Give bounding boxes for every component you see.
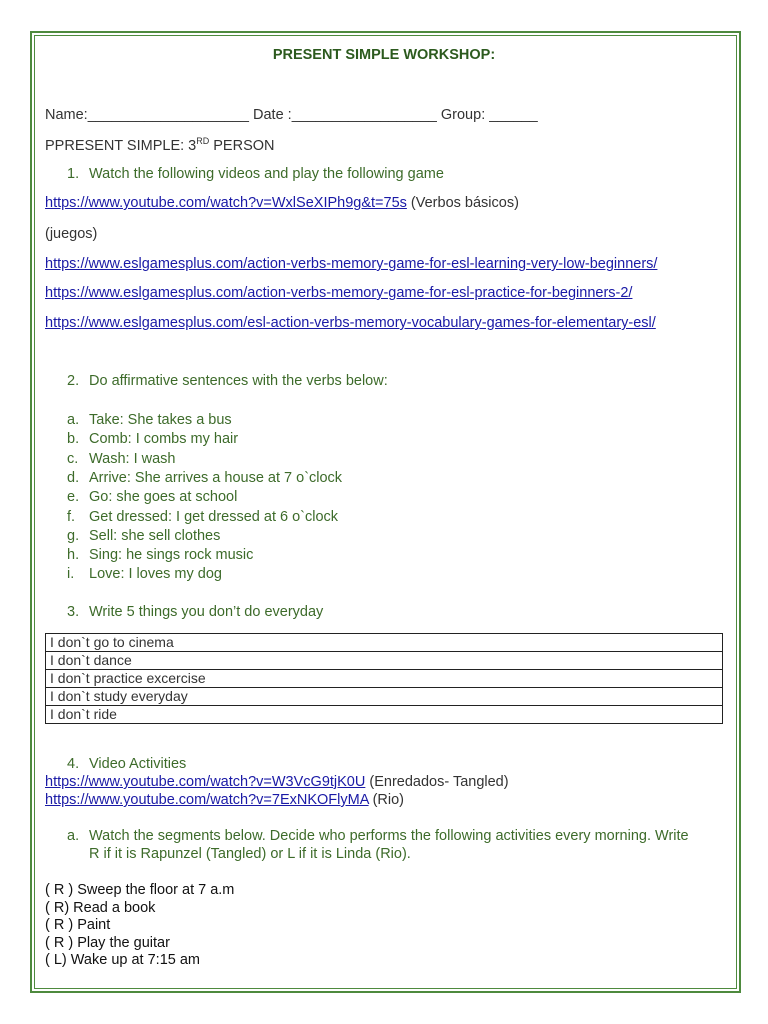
section-1-link2-line (45, 256, 657, 272)
section-subtitle (45, 136, 275, 154)
verb-sentence-item (67, 489, 237, 505)
item-letter: h. (67, 547, 80, 564)
name-date-group-line: Name:____________________ Date :__________________ Group: ______ (45, 107, 538, 123)
item-text: Wash: I wash (89, 450, 176, 467)
things-not-done-table (45, 633, 723, 724)
item-letter: g. (67, 527, 80, 544)
section-1-number: 1. (67, 166, 80, 182)
table-row (46, 688, 723, 706)
section-1-heading (67, 166, 444, 182)
verb-sentence-item (67, 431, 238, 447)
table-cell[interactable]: I don`t go to cinema (46, 634, 723, 652)
section-1-link4-line (45, 315, 656, 331)
section-1-link3-line (45, 285, 632, 301)
verb-sentence-item (67, 470, 342, 486)
eslgames-link-1[interactable]: https://www.eslgamesplus.com/action-verbs-memory-game-for-esl-learning-very-low-beginners/ (45, 256, 658, 272)
table-row (46, 670, 723, 688)
instruction-line-1: Watch the segments below. Decide who performs the following activities every morning. Write (89, 828, 689, 844)
verb-sentence-item (67, 547, 253, 563)
section-4a-instruction (67, 828, 689, 844)
answer-item: ( R ) Play the guitar (45, 934, 170, 951)
youtube-link-verbos[interactable]: https://www.youtube.com/watch?v=WxlSeXIPh9g&t=75s (45, 195, 407, 211)
link1-note: (Verbos básicos) (406, 195, 519, 211)
item-text: Take: She takes a bus (89, 412, 232, 428)
table-cell[interactable]: I don`t ride (46, 706, 723, 724)
item-letter: d. (67, 469, 80, 486)
section-4-text: Video Activities (89, 756, 187, 772)
section-4-number: 4. (67, 756, 80, 772)
games-label: (juegos) (45, 226, 98, 242)
section-4-link2-line (45, 792, 404, 808)
eslgames-link-3[interactable]: https://www.eslgamesplus.com/esl-action-verbs-memory-vocabulary-games-for-elementary-esl/ (45, 315, 656, 331)
section-4a-letter: a. (67, 828, 80, 844)
rio-note: (Rio) (368, 792, 405, 808)
subtitle-end: PERSON (209, 137, 275, 154)
item-text: Sing: he sings rock music (89, 547, 254, 564)
verb-sentence-item (67, 412, 232, 428)
instruction-line-2: R if it is Rapunzel (Tangled) or L if it is Linda (Rio). (89, 846, 411, 862)
item-letter: e. (67, 489, 80, 506)
section-3-heading (67, 604, 323, 620)
item-letter: f. (67, 508, 76, 525)
answer-item: ( R) Read a book (45, 899, 156, 916)
table-cell[interactable]: I don`t dance (46, 652, 723, 670)
section-3-number: 3. (67, 604, 80, 620)
tangled-note: (Enredados- Tangled) (365, 774, 509, 790)
section-2-heading (67, 373, 388, 389)
section-4-heading (67, 756, 186, 772)
table-cell[interactable]: I don`t practice excercise (46, 670, 723, 688)
verb-sentence-item (67, 509, 338, 525)
verb-sentence-item (67, 451, 176, 467)
table-row (46, 652, 723, 670)
verb-sentence-item (67, 566, 222, 582)
subtitle-superscript: RD (196, 136, 210, 146)
item-text: Love: I loves my dog (89, 566, 222, 583)
answer-item: ( R ) Paint (45, 917, 111, 934)
item-text: Comb: I combs my hair (89, 431, 239, 448)
item-letter: a. (67, 412, 80, 428)
answer-item: ( R ) Sweep the floor at 7 a.m (45, 882, 235, 898)
item-text: Sell: she sell clothes (89, 527, 221, 544)
item-letter: c. (67, 450, 79, 467)
item-text: Arrive: She arrives a house at 7 o`clock (89, 469, 343, 486)
item-text: Go: she goes at school (89, 489, 238, 506)
section-1-text: Watch the following videos and play the following game (89, 166, 444, 182)
answer-item: ( L) Wake up at 7:15 am (45, 952, 201, 969)
worksheet-title: PRESENT SIMPLE WORKSHOP: (272, 47, 496, 63)
section-2-number: 2. (67, 373, 80, 389)
youtube-link-tangled[interactable]: https://www.youtube.com/watch?v=W3VcG9tjK0U (45, 774, 366, 790)
youtube-link-rio[interactable]: https://www.youtube.com/watch?v=7ExNKOFlyMA (45, 792, 369, 808)
item-letter: i. (67, 566, 75, 583)
table-row (46, 634, 723, 652)
item-letter: b. (67, 431, 80, 448)
section-2-text: Do affirmative sentences with the verbs below: (89, 373, 388, 389)
verb-sentence-item (67, 528, 220, 544)
eslgames-link-2[interactable]: https://www.eslgamesplus.com/action-verbs-memory-game-for-esl-practice-for-beginners-2/ (45, 285, 633, 301)
section-4-link1-line (45, 774, 509, 790)
subtitle-main: PPRESENT SIMPLE: 3 (45, 137, 197, 154)
item-text: Get dressed: I get dressed at 6 o`clock (89, 508, 339, 525)
section-1-link1-line (45, 195, 519, 211)
section-3-text: Write 5 things you don’t do everyday (89, 604, 324, 620)
table-cell[interactable]: I don`t study everyday (46, 688, 723, 706)
table-row (46, 706, 723, 724)
